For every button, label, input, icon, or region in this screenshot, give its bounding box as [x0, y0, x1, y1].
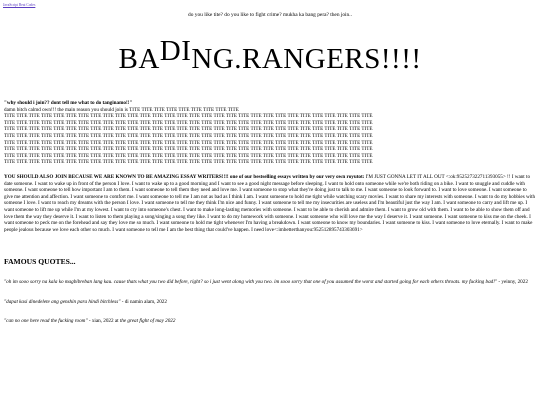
quote-event: the great fight of may 2022: [119, 318, 176, 325]
quote-text: "can no one here read the fucking room": [4, 318, 88, 325]
tite-line: TITE TITE TITE TITE TITE TITE TITE TITE TITE TITE TITE TITE TITE TITE TITE TITE TITE TITE TITE TITE TITE TITE TITE TITE TITE TITE TITE TITE TITE TITE: [4, 126, 373, 133]
title-raised-letters: DI: [159, 35, 192, 67]
quote-attribution: - xian, 2022 at: [87, 318, 120, 325]
tite-line: TITE TITE TITE TITE TITE TITE TITE TITE TITE TITE TITE TITE TITE TITE TITE TITE TITE TITE TITE TITE TITE TITE TITE TITE TITE TITE TITE TITE TITE TITE: [4, 152, 373, 159]
quotes-heading: FAMOUS QUOTES...: [4, 257, 76, 267]
tite-line: TITE TITE TITE TITE TITE TITE TITE TITE TITE TITE TITE TITE TITE TITE TITE TITE TITE TITE TITE TITE TITE TITE TITE TITE TITE TITE TITE TITE TITE TITE: [4, 132, 373, 139]
quote-attribution: - yeinny, 2022: [497, 279, 528, 285]
quote-attribution: - di namin alam, 2022: [120, 298, 167, 305]
tite-line: TITE TITE TITE TITE TITE TITE TITE TITE TITE TITE TITE TITE TITE TITE TITE TITE TITE TITE TITE TITE TITE TITE TITE TITE TITE TITE TITE TITE TITE TITE: [4, 139, 373, 146]
quote-text: "dapat kasi dinedelete ang genshin para hindi bitchless": [4, 298, 121, 305]
quote-text: "oh im sooo sorry na kala ko magbibreban lang kau. cause thats what you two did before, right? so i just went along with you two. im sooo sorry that one of you assumed the worst and started going for each others throats. my fucking bad!": [4, 279, 498, 285]
essay-lead: YOU SHOULD ALSO JOIN BECAUSE WE ARE KNOWN TO BE AMAZING ESSAY WRITERS!!!! one of our bestselling essays written by our very own royutot:: [4, 173, 365, 180]
essay-paragraph: [4, 174, 536, 233]
main-content: [4, 100, 536, 338]
essay-body: I'M JUST GONNA LET IT ALL OUT <:ok:952527322711393055> !! I want to date someone. I want to wake up in front of the person I love. I want to wake up to a good morning and I want to see a good night message before sleeping. I want to hold onto someone while we're both riding on a bike. I want to snuggle and cuddle with someone. I want someone to tell how important I am to them. I want someone to tell them they need and love me. I want someone to stop what they're doing just to talk to me. I want someone to look forward to. I want to love someone. I want someone to give me attention and affection. I want someone to comfort me. I want someone to tell me I am not as bad as I think I am. I want someone to hold me tight while watching scary movies. I want to share my interests with someone. I want to do my hobbies with someone I love. I want to reach my dreams with the person I love. I want someone to tell me they think I'm nice and funny. I want someone to tell me my insecurities are useless and I'm beautiful just the way I am. I want someone to carry and lift me up. I want someone to lift me up while I'm at my lowest. I want to cry into someone's chest. I want to make long-lasting memories with someone. I want to be able to cherish and admire them. I want to grow old with them. I want to be able to show them off and love them the way they deserve it. I want to listen to them playing a song/singing a song they like. I want to do my homework with someone. I want someone who will love me the way I deserve it. I want someone. I want someone to kiss me on the cheek. I want someone to peck me on the forehead and say they love me so much. I want someone to hold me tight whenever I'm having a breakdown. I want someone to know my boundaries. I want someone to kiss. I want someone to love eternally. I want to make people jealous because we love each other so much. I want someone to tell me I am the best thing that could've happen. I need love<:imbetterthanyou:952512895743303691>: [4, 173, 536, 233]
tite-line: TITE TITE TITE TITE TITE TITE TITE TITE TITE TITE TITE TITE TITE TITE TITE TITE TITE TITE TITE TITE TITE TITE TITE TITE TITE TITE TITE TITE TITE TITE: [4, 119, 373, 126]
tite-line: TITE TITE TITE TITE TITE TITE TITE TITE TITE TITE TITE TITE TITE TITE TITE TITE TITE TITE TITE TITE TITE TITE TITE TITE TITE TITE TITE TITE TITE TITE: [4, 159, 373, 166]
tite-line: TITE TITE TITE TITE TITE TITE TITE TITE TITE TITE TITE TITE TITE TITE TITE TITE TITE TITE TITE TITE TITE TITE TITE TITE TITE TITE TITE TITE TITE TITE: [4, 113, 373, 120]
quote-item: [4, 318, 536, 325]
join-intro: damn bitch calmd own!!! the main reason you should join is TITE TITE TITE TITE TITE TITE TITE TITE TITE: [4, 106, 239, 113]
title-prefix: BA: [118, 43, 160, 75]
tite-line: TITE TITE TITE TITE TITE TITE TITE TITE TITE TITE TITE TITE TITE TITE TITE TITE TITE TITE TITE TITE TITE TITE TITE TITE TITE TITE TITE TITE TITE TITE: [4, 146, 373, 153]
credits-link[interactable]: JavaScript Beat Codes: [3, 3, 36, 7]
join-heading: "why should i join?? dont tell me what to do tanginamo!!": [4, 100, 133, 106]
page-title: [0, 35, 540, 75]
quote-item: [4, 279, 536, 286]
intro-question: do you like tite? do you like to fight crime? mukha ka bang pera? then join..: [188, 12, 352, 18]
quote-item: [4, 299, 536, 306]
title-suffix: NG.RANGERS!!!!: [191, 43, 422, 75]
